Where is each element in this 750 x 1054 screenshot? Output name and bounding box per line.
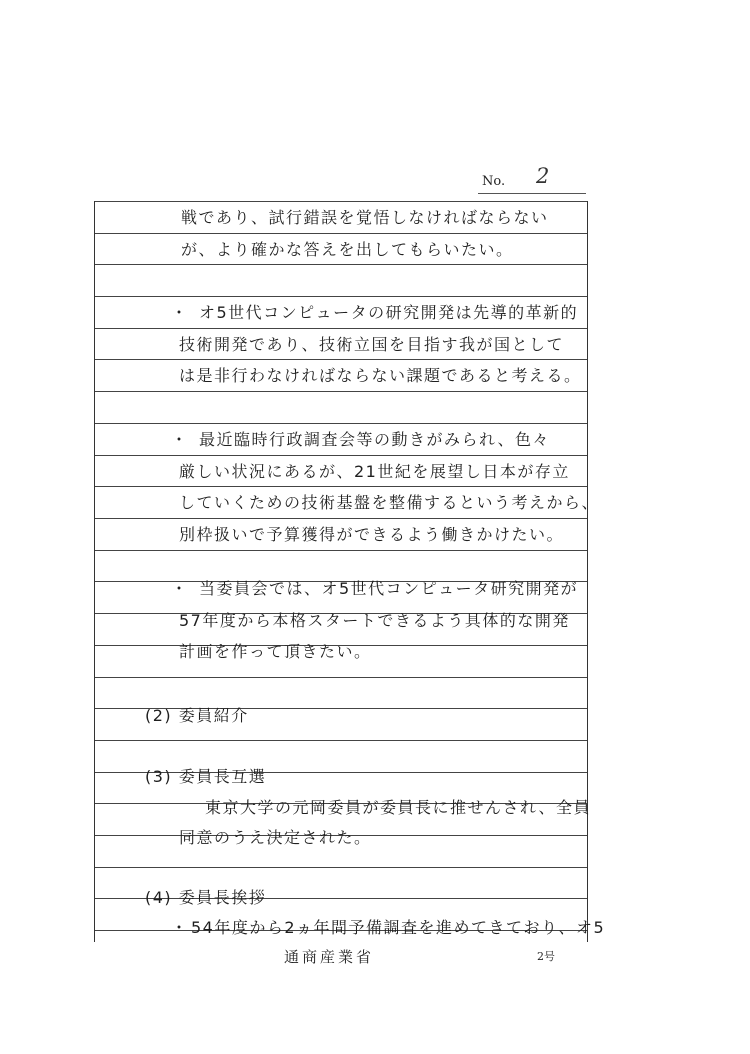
handwritten-line: オ5世代コンピュータの研究開発は先導的革新的 <box>199 303 579 322</box>
handwritten-line: 技術開発であり、技術立国を目指す我が国として <box>179 335 565 354</box>
ruled-line <box>95 867 587 868</box>
section-heading: (3) 委員長互選 <box>145 767 267 786</box>
bullet-marker: ・ <box>171 303 188 322</box>
handwritten-line: 54年度から2ヵ年間予備調査を進めてきており、オ5 <box>191 918 606 937</box>
handwritten-line: 57年度から本格スタートできるよう具体的な開発 <box>179 611 570 630</box>
handwritten-line: が、より確かな答えを出してもらいたい。 <box>181 240 514 259</box>
section-heading: (2) 委員紹介 <box>145 706 249 725</box>
ruled-line <box>95 677 587 678</box>
bullet-marker: ・ <box>171 918 188 937</box>
handwritten-line: 別枠扱いで予算獲得ができるよう働きかけたい。 <box>179 525 565 544</box>
handwritten-line: 戦であり、試行錯誤を覚悟しなければならない <box>181 208 549 227</box>
section-heading: (4) 委員長挨拶 <box>145 888 267 907</box>
bullet-marker: ・ <box>171 579 188 598</box>
page-number-underline <box>478 193 586 194</box>
footer-form-number: 2号 <box>537 950 555 963</box>
handwritten-line: 計画を作って頂きたい。 <box>179 642 372 661</box>
bullet-marker: ・ <box>171 430 188 449</box>
handwritten-line: は是非行わなければならない課題であると考える。 <box>179 366 582 385</box>
ruled-sheet <box>94 201 606 942</box>
handwritten-line: 同意のうえ決定された。 <box>179 828 372 847</box>
page-number-value: 2 <box>536 164 550 188</box>
footer-organization: 通商産業省 <box>284 948 375 966</box>
handwritten-line: 厳しい状況にあるが、21世紀を展望し日本が存立 <box>179 462 570 481</box>
handwritten-line: 当委員会では、オ5世代コンピュータ研究開発が <box>199 579 579 598</box>
handwritten-line: 最近臨時行政調査会等の動きがみられ、色々 <box>199 430 550 449</box>
handwritten-line: 東京大学の元岡委員が委員長に推せんされ、全員 <box>205 798 591 817</box>
page-number-label: No. <box>482 174 506 189</box>
handwritten-line: していくための技術基盤を整備するという考えから、 <box>179 493 600 512</box>
ruled-line <box>95 740 587 741</box>
